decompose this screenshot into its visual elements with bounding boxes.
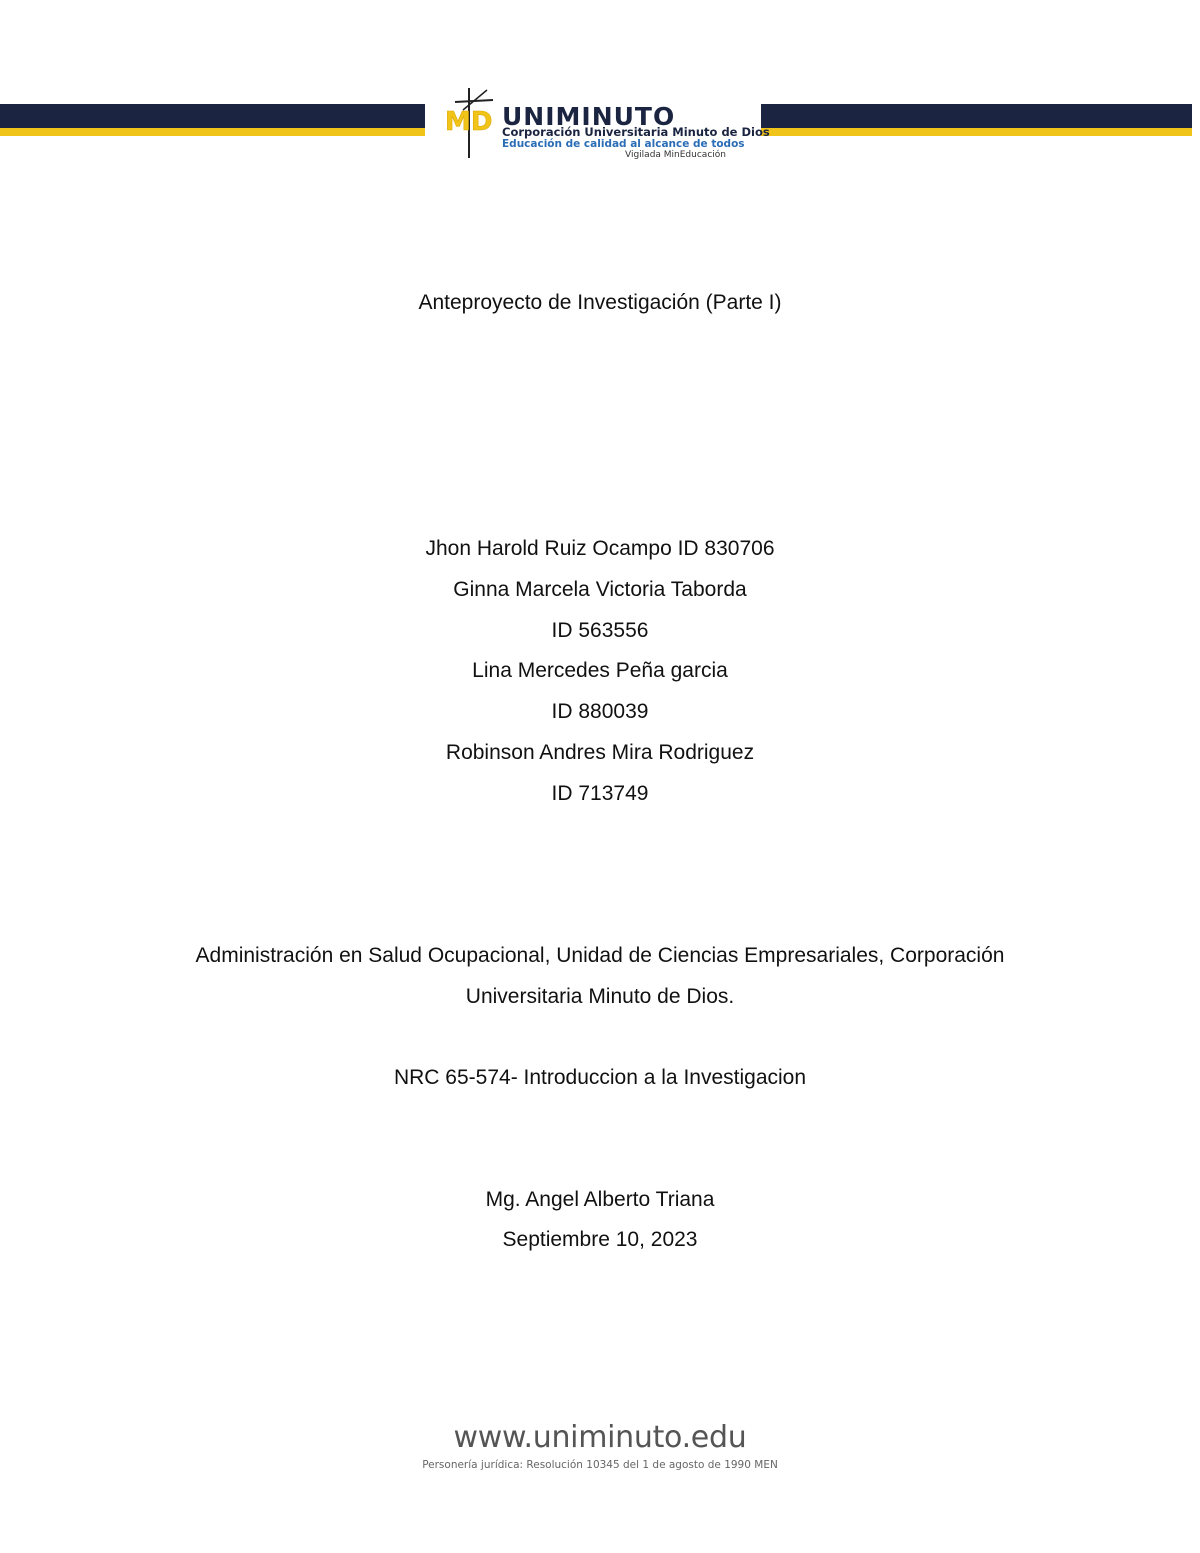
author-line: ID 880039 <box>551 700 649 723</box>
header-band-navy <box>761 104 1192 128</box>
header-band-gold <box>0 128 425 136</box>
professor-line: Mg. Angel Alberto Triana <box>485 1188 715 1211</box>
course-line: NRC 65-574- Introduccion a la Investigacion <box>393 1066 807 1089</box>
author-line: Jhon Harold Ruiz Ocampo ID 830706 <box>425 537 775 560</box>
affiliation-line: Universitaria Minuto de Dios. <box>465 985 735 1008</box>
header-band-gold <box>761 128 1192 136</box>
uniminuto-logo <box>443 84 770 164</box>
footer-legal: Personería jurídica: Resolución 10345 del 1 de agosto de 1990 MEN <box>422 1459 778 1471</box>
logo-vigilada: Vigilada MinEducación <box>625 150 726 160</box>
header-band-right <box>761 104 1192 136</box>
footer-url: www.uniminuto.edu <box>453 1420 747 1455</box>
author-line: Ginna Marcela Victoria Taborda <box>453 578 747 601</box>
author-line: Robinson Andres Mira Rodriguez <box>445 741 755 764</box>
author-line: Lina Mercedes Peña garcia <box>472 659 728 682</box>
affiliation-line: Administración en Salud Ocupacional, Unidad de Ciencias Empresariales, Corporación <box>195 944 1005 967</box>
author-line: ID 713749 <box>551 782 649 805</box>
md-cross-icon <box>443 84 503 164</box>
document-title: Anteproyecto de Investigación (Parte I) <box>418 291 782 314</box>
logo-institution: Corporación Universitaria Minuto de Dios <box>502 125 770 139</box>
header-band-left <box>0 104 425 136</box>
date-line: Septiembre 10, 2023 <box>502 1228 698 1251</box>
logo-slogan: Educación de calidad al alcance de todos <box>502 138 745 150</box>
logo-name: UNIMINUTO <box>502 102 676 131</box>
author-line: ID 563556 <box>551 619 649 642</box>
header-band-navy <box>0 104 425 128</box>
logo-monogram: MD <box>445 107 493 137</box>
